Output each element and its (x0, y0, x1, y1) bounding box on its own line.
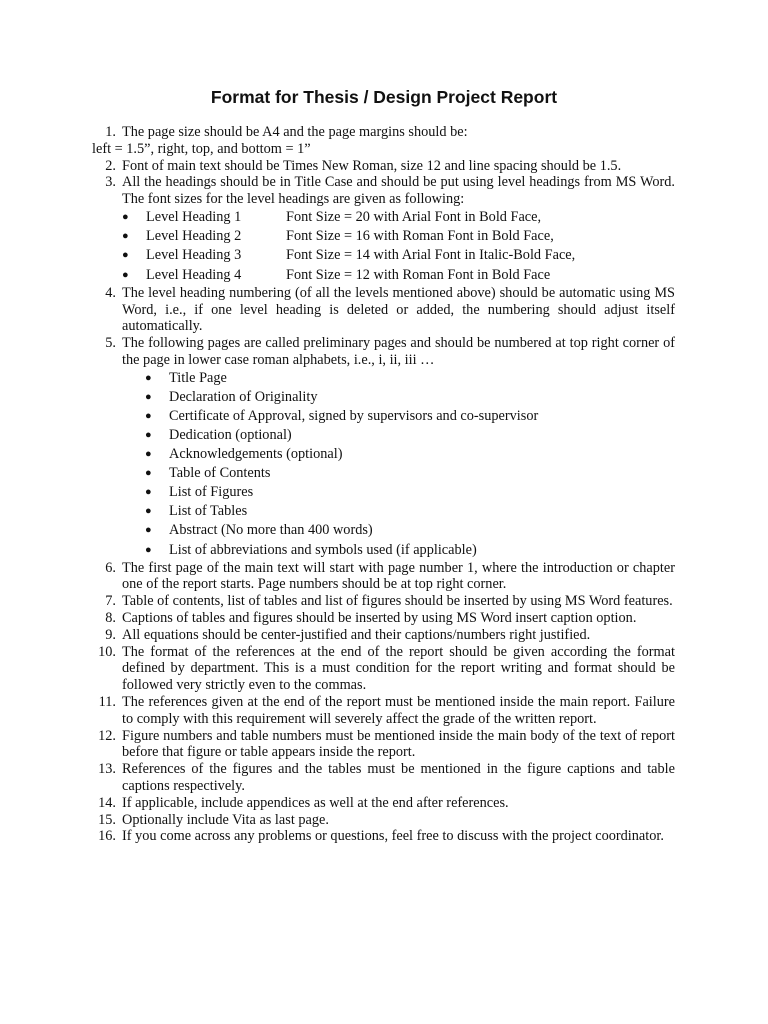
preliminary-page-item (145, 369, 675, 388)
item-number: 7. (105, 593, 116, 610)
item-text: The page size should be A4 and the page margins should be: (122, 124, 468, 140)
preliminary-page-label: List of Tables (169, 503, 248, 520)
item-text: Captions of tables and figures should be inserted by using MS Word insert caption option. (122, 610, 637, 627)
level-heading-desc: Font Size = 20 with Arial Font in Bold Face, (286, 208, 542, 225)
bullet-icon: ● (145, 371, 152, 384)
level-heading-desc: Font Size = 12 with Roman Font in Bold Face (286, 266, 551, 283)
item-text: The first page of the main text will start with page number 1, where the introduction or chapter one of the report starts. Page numbers should be at top right corner. (122, 559, 675, 593)
preliminary-page-label: List of Figures (169, 484, 254, 501)
level-heading-name: Level Heading 3 (146, 247, 242, 264)
bullet-icon: ● (145, 524, 152, 537)
level-heading-list (92, 208, 675, 285)
item-text: The following pages are called preliminary pages and should be numbered at top right corner of the page in lower case roman alphabets, i.e., i, ii, iii … (122, 335, 675, 368)
item-number: 12. (98, 727, 116, 744)
list-item (92, 761, 675, 795)
item-text: All equations should be center-justified and their captions/numbers right justified. (122, 626, 591, 643)
preliminary-page-label: Dedication (optional) (169, 427, 292, 443)
item-number: 5. (105, 335, 116, 352)
item-number: 15. (98, 811, 116, 828)
item-number: 13. (98, 761, 116, 778)
preliminary-page-label: Table of Contents (169, 465, 271, 482)
item-number: 2. (105, 157, 116, 174)
item-text: If you come across any problems or questions, feel free to discuss with the project coordinator. (122, 828, 664, 845)
item-number: 11. (98, 694, 116, 711)
document-body (92, 124, 675, 845)
preliminary-page-label: Acknowledgements (optional) (169, 446, 343, 463)
bullet-icon: ● (122, 230, 129, 243)
list-item (92, 828, 675, 845)
item-text: Figure numbers and table numbers must be mentioned inside the main body of the text of report before that figure or table appears inside the report. (122, 727, 675, 761)
bullet-icon: ● (145, 390, 152, 403)
item-number: 14. (98, 794, 116, 811)
list-item (92, 694, 675, 728)
item-number: 1. (105, 124, 116, 140)
bullet-icon: ● (145, 505, 152, 518)
list-item (92, 174, 675, 208)
item-text: Font of main text should be Times New Roman, size 12 and line spacing should be 1.5. (122, 157, 622, 174)
item-text: The references given at the end of the report must be mentioned inside the main report. Failure to comply with this requirement will severely affect the grade of the written report. (122, 694, 675, 727)
level-heading-row (122, 227, 675, 246)
list-item (92, 158, 675, 175)
bullet-icon: ● (145, 467, 152, 480)
bullet-icon: ● (145, 486, 152, 499)
bullet-icon: ● (122, 249, 129, 262)
item-number: 16. (98, 828, 116, 845)
list-item (92, 728, 675, 762)
item-number: 3. (105, 174, 116, 191)
level-heading-row (122, 266, 675, 285)
item-number: 6. (105, 559, 116, 576)
preliminary-page-label: Title Page (169, 369, 227, 386)
preliminary-page-item (145, 407, 675, 426)
list-item (92, 812, 675, 829)
item-text: All the headings should be in Title Case and should be put using level headings from MS Word. The font sizes for the level headings are given as following: (122, 174, 675, 208)
bullet-icon: ● (122, 268, 129, 281)
preliminary-page-item (145, 541, 675, 560)
list-item (92, 795, 675, 812)
preliminary-page-label: Certificate of Approval, signed by supervisors and co-supervisor (169, 407, 539, 424)
preliminary-page-item (145, 483, 675, 502)
item-text: The format of the references at the end of the report should be given according the format defined by department. This is a must condition for the report writing and format should be followed very strictly even to the commas. (122, 643, 675, 694)
margins-line: left = 1.5”, right, top, and bottom = 1” (92, 140, 311, 157)
list-item (92, 560, 675, 594)
preliminary-page-item (145, 464, 675, 483)
level-heading-name: Level Heading 4 (146, 266, 242, 283)
item-text: If applicable, include appendices as well at the end after references. (122, 794, 509, 811)
level-heading-row (122, 246, 675, 265)
item-number: 8. (105, 610, 116, 627)
bullet-icon: ● (145, 429, 152, 441)
preliminary-page-item (145, 521, 675, 540)
item-text: References of the figures and the tables must be mentioned in the figure captions and table captions respectively. (122, 761, 675, 795)
level-heading-row (122, 208, 675, 227)
list-item (92, 124, 675, 141)
list-item (92, 335, 675, 369)
list-item (92, 644, 675, 694)
preliminary-pages-list (92, 369, 675, 560)
item-text: The level heading numbering (of all the levels mentioned above) should be automatic using MS Word, i.e., if one level heading is deleted or added, the numbering should adjust itself automatically. (122, 284, 675, 335)
item-number: 10. (98, 643, 116, 660)
document-title: Format for Thesis / Design Project Report (210, 87, 558, 107)
preliminary-page-item (145, 426, 675, 445)
level-heading-desc: Font Size = 14 with Arial Font in Italic-Bold Face, (286, 247, 576, 264)
preliminary-page-item (145, 445, 675, 464)
preliminary-page-label: Abstract (No more than 400 words) (169, 522, 373, 539)
level-heading-name: Level Heading 1 (146, 208, 242, 225)
preliminary-page-item (145, 502, 675, 521)
level-heading-name: Level Heading 2 (146, 228, 242, 245)
bullet-icon: ● (145, 543, 152, 556)
level-heading-desc: Font Size = 16 with Roman Font in Bold Face, (286, 228, 554, 245)
list-item (92, 593, 675, 610)
item-number: 9. (105, 626, 116, 643)
bullet-icon: ● (145, 448, 152, 461)
bullet-icon: ● (145, 409, 152, 422)
list-item (92, 627, 675, 644)
item-number: 4. (105, 284, 116, 301)
item-text: Optionally include Vita as last page. (122, 811, 329, 828)
item-text: Table of contents, list of tables and list of figures should be inserted by using MS Word features. (122, 593, 673, 610)
preliminary-page-item (145, 388, 675, 407)
preliminary-page-label: Declaration of Originality (169, 388, 318, 405)
list-item (92, 285, 675, 335)
bullet-icon: ● (122, 210, 129, 223)
preliminary-page-label: List of abbreviations and symbols used (if applicable) (169, 541, 477, 558)
list-item (92, 610, 675, 627)
